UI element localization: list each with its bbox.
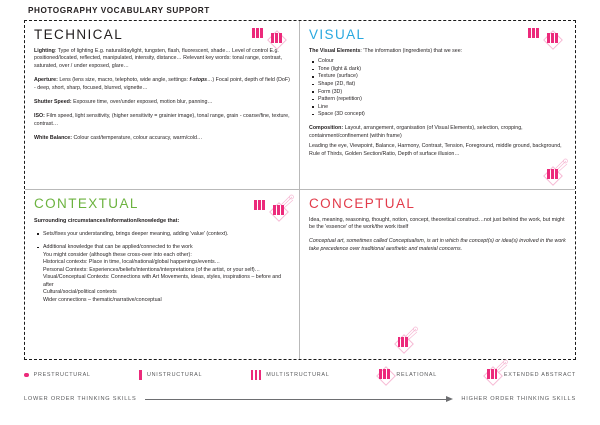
thinking-skills-axis	[24, 392, 576, 406]
conceptual-para-2	[309, 238, 566, 254]
list-item: Additional knowledge that can be applied/connected to the work	[43, 244, 290, 252]
progression-arrow-icon	[145, 396, 454, 403]
quadrant-technical	[25, 21, 300, 190]
quadrant-conceptual	[300, 190, 575, 359]
technical-aperture-emph: f-stops	[189, 77, 208, 84]
lower-order-label: LOWER ORDER THINKING SKILLS	[24, 396, 137, 402]
visual-elements-label: The Visual Elements	[309, 47, 361, 54]
list-item: Form (3D)	[318, 89, 566, 97]
legend-item-prestructural	[24, 372, 91, 378]
badge-group-conceptual	[396, 332, 409, 353]
legend-item-multistructural	[251, 370, 330, 380]
quadrant-grid	[25, 21, 575, 359]
list-item: Colour	[318, 58, 566, 66]
relational-icon	[546, 28, 559, 49]
quadrant-title-contextual: CONTEXTUAL	[34, 196, 139, 211]
technical-iso-label: ISO:	[34, 113, 45, 120]
technical-shutter-label: Shutter Speed:	[34, 99, 72, 106]
legend-item-unistructural	[139, 370, 202, 380]
list-item: Shape (2D, flat)	[318, 81, 566, 89]
technical-wb-label: White Balance:	[34, 135, 72, 141]
technical-iso	[34, 113, 290, 129]
list-item: Line	[318, 104, 566, 112]
extended-abstract-icon	[396, 332, 409, 353]
list-item: Tone (light & dark)	[318, 66, 566, 74]
badge-group-visual	[528, 28, 559, 49]
quadrant-visual	[300, 21, 575, 190]
visual-composition-secondary: Leading the eye, Viewpoint, Balance, Harmony, Contrast, Tension, Foreground, middle ground, background, Rule of Thirds, Golden Section/Ratio, Depth of surface illusion…	[309, 143, 562, 158]
quadrant-title-conceptual: CONCEPTUAL	[309, 196, 416, 211]
technical-lighting-label: Lighting	[34, 47, 55, 54]
multistructural-icon	[528, 28, 538, 38]
conceptual-para-1: Idea, meaning, reasoning, thought, notion, concept, theoretical construct…not just behind the work, but might be the 'essence' of the work/the work itself	[309, 216, 565, 231]
list-item: You might consider (although these cross-over into each other):	[43, 251, 192, 258]
multistructural-icon	[251, 370, 261, 380]
extended-abstract-icon	[486, 365, 499, 386]
solo-legend	[24, 368, 576, 382]
visual-composition	[309, 125, 566, 141]
list-item: Sets/fixes your understanding, brings deeper meaning, adding 'value' (context).	[43, 231, 290, 239]
quadrant-contextual	[25, 190, 300, 359]
list-item: Pattern (repetition)	[318, 96, 566, 104]
page-title: PHOTOGRAPHY VOCABULARY SUPPORT	[28, 6, 210, 15]
list-item: Space (3D concept)	[318, 111, 566, 119]
quadrant-title-technical: TECHNICAL	[34, 27, 124, 42]
legend-label: MULTISTRUCTURAL	[266, 372, 330, 378]
quadrant-title-visual: VISUAL	[309, 27, 366, 42]
contextual-lead: Surrounding circumstances/information/knowledge that:	[34, 217, 180, 224]
list-item: Historical contexts: Place in time, local/national/global happenings/events…	[43, 259, 220, 266]
relational-icon	[270, 28, 283, 49]
list-item: Texture (surface)	[318, 73, 566, 81]
technical-iso-text: Film speed, light sensitivity, (higher sensitivity = grainier image), tonal range, grain - coarse/fine, texture, contrast…	[34, 113, 290, 128]
technical-shutter	[34, 99, 290, 107]
extended-abstract-icon	[546, 164, 559, 185]
legend-label: EXTENDED ABSTRACT	[503, 372, 576, 378]
legend-label: PRESTRUCTURAL	[33, 372, 91, 378]
visual-elements-text: : 'The information (ingredients) that we see:	[360, 47, 463, 54]
visual-elements-list	[309, 58, 566, 118]
multistructural-icon	[254, 200, 264, 210]
conceptual-para-2-text: Conceptual art, sometimes called Conceptualism, is art in which the concept(s) or idea(s) involved in the work take precedence over traditional aesthetic and material concerns.	[309, 238, 566, 253]
unistructural-icon	[139, 370, 142, 380]
legend-item-extended-abstract	[486, 365, 576, 386]
list-item: Visual/Conceptual Contexts: Connections with Art Movements, ideas, styles, inspirations – before and after	[43, 274, 282, 288]
technical-shutter-text: Exposure time, over/under exposed, motion blur, panning…	[71, 99, 213, 106]
list-item: Personal Contexts: Experiences/beliefs/intentions/interpretations (of the artist, or your self)…	[43, 266, 260, 273]
list-item: Wider connections – thematic/narrative/conceptual	[43, 296, 162, 303]
technical-aperture	[34, 77, 290, 93]
visual-composition-text: Layout, arrangement, organisation (of Visual Elements), selection, cropping, containment/confinement (within frame)	[309, 124, 523, 139]
legend-label: UNISTRUCTURAL	[147, 372, 203, 378]
technical-lighting	[34, 48, 290, 72]
technical-aperture-text-b: …) Focal point, depth of field (DoF) - deep, short, sharp, focused, blurred, vignette…	[34, 77, 290, 92]
technical-white-balance	[34, 135, 290, 143]
technical-aperture-text-a: Lens (lens size, macro, telephoto, wide angle, settings:	[57, 77, 190, 84]
relational-icon	[378, 365, 391, 386]
solo-matrix	[24, 20, 576, 360]
legend-label: RELATIONAL	[396, 372, 438, 378]
extended-abstract-icon	[272, 200, 285, 221]
legend-item-relational	[378, 365, 437, 386]
contextual-list-secondary	[34, 244, 290, 304]
technical-wb-text: Colour cast/temperature, colour accuracy, warm/cold…	[71, 135, 203, 141]
technical-aperture-label: Aperture:	[34, 77, 58, 84]
visual-composition-label: Composition:	[309, 124, 344, 131]
higher-order-label: HIGHER ORDER THINKING SKILLS	[461, 396, 576, 402]
technical-lighting-text: : Type of lighting E.g. natural/daylight, tungsten, flash, fluorescent, shade… Level of control E.g. positioned/located, reflected, manipulated, intensity, distance… Relevant key words: tonal range, contrast, saturated, over / under exposed, glare…	[34, 47, 283, 70]
prestructural-icon	[24, 373, 29, 378]
list-item: Cultural/social/political contexts	[43, 289, 117, 296]
badge-group-technical	[252, 28, 283, 49]
contextual-list	[34, 231, 290, 239]
badge-group-contextual	[254, 200, 285, 221]
badge-group-visual-extended	[546, 164, 559, 185]
multistructural-icon	[252, 28, 262, 38]
